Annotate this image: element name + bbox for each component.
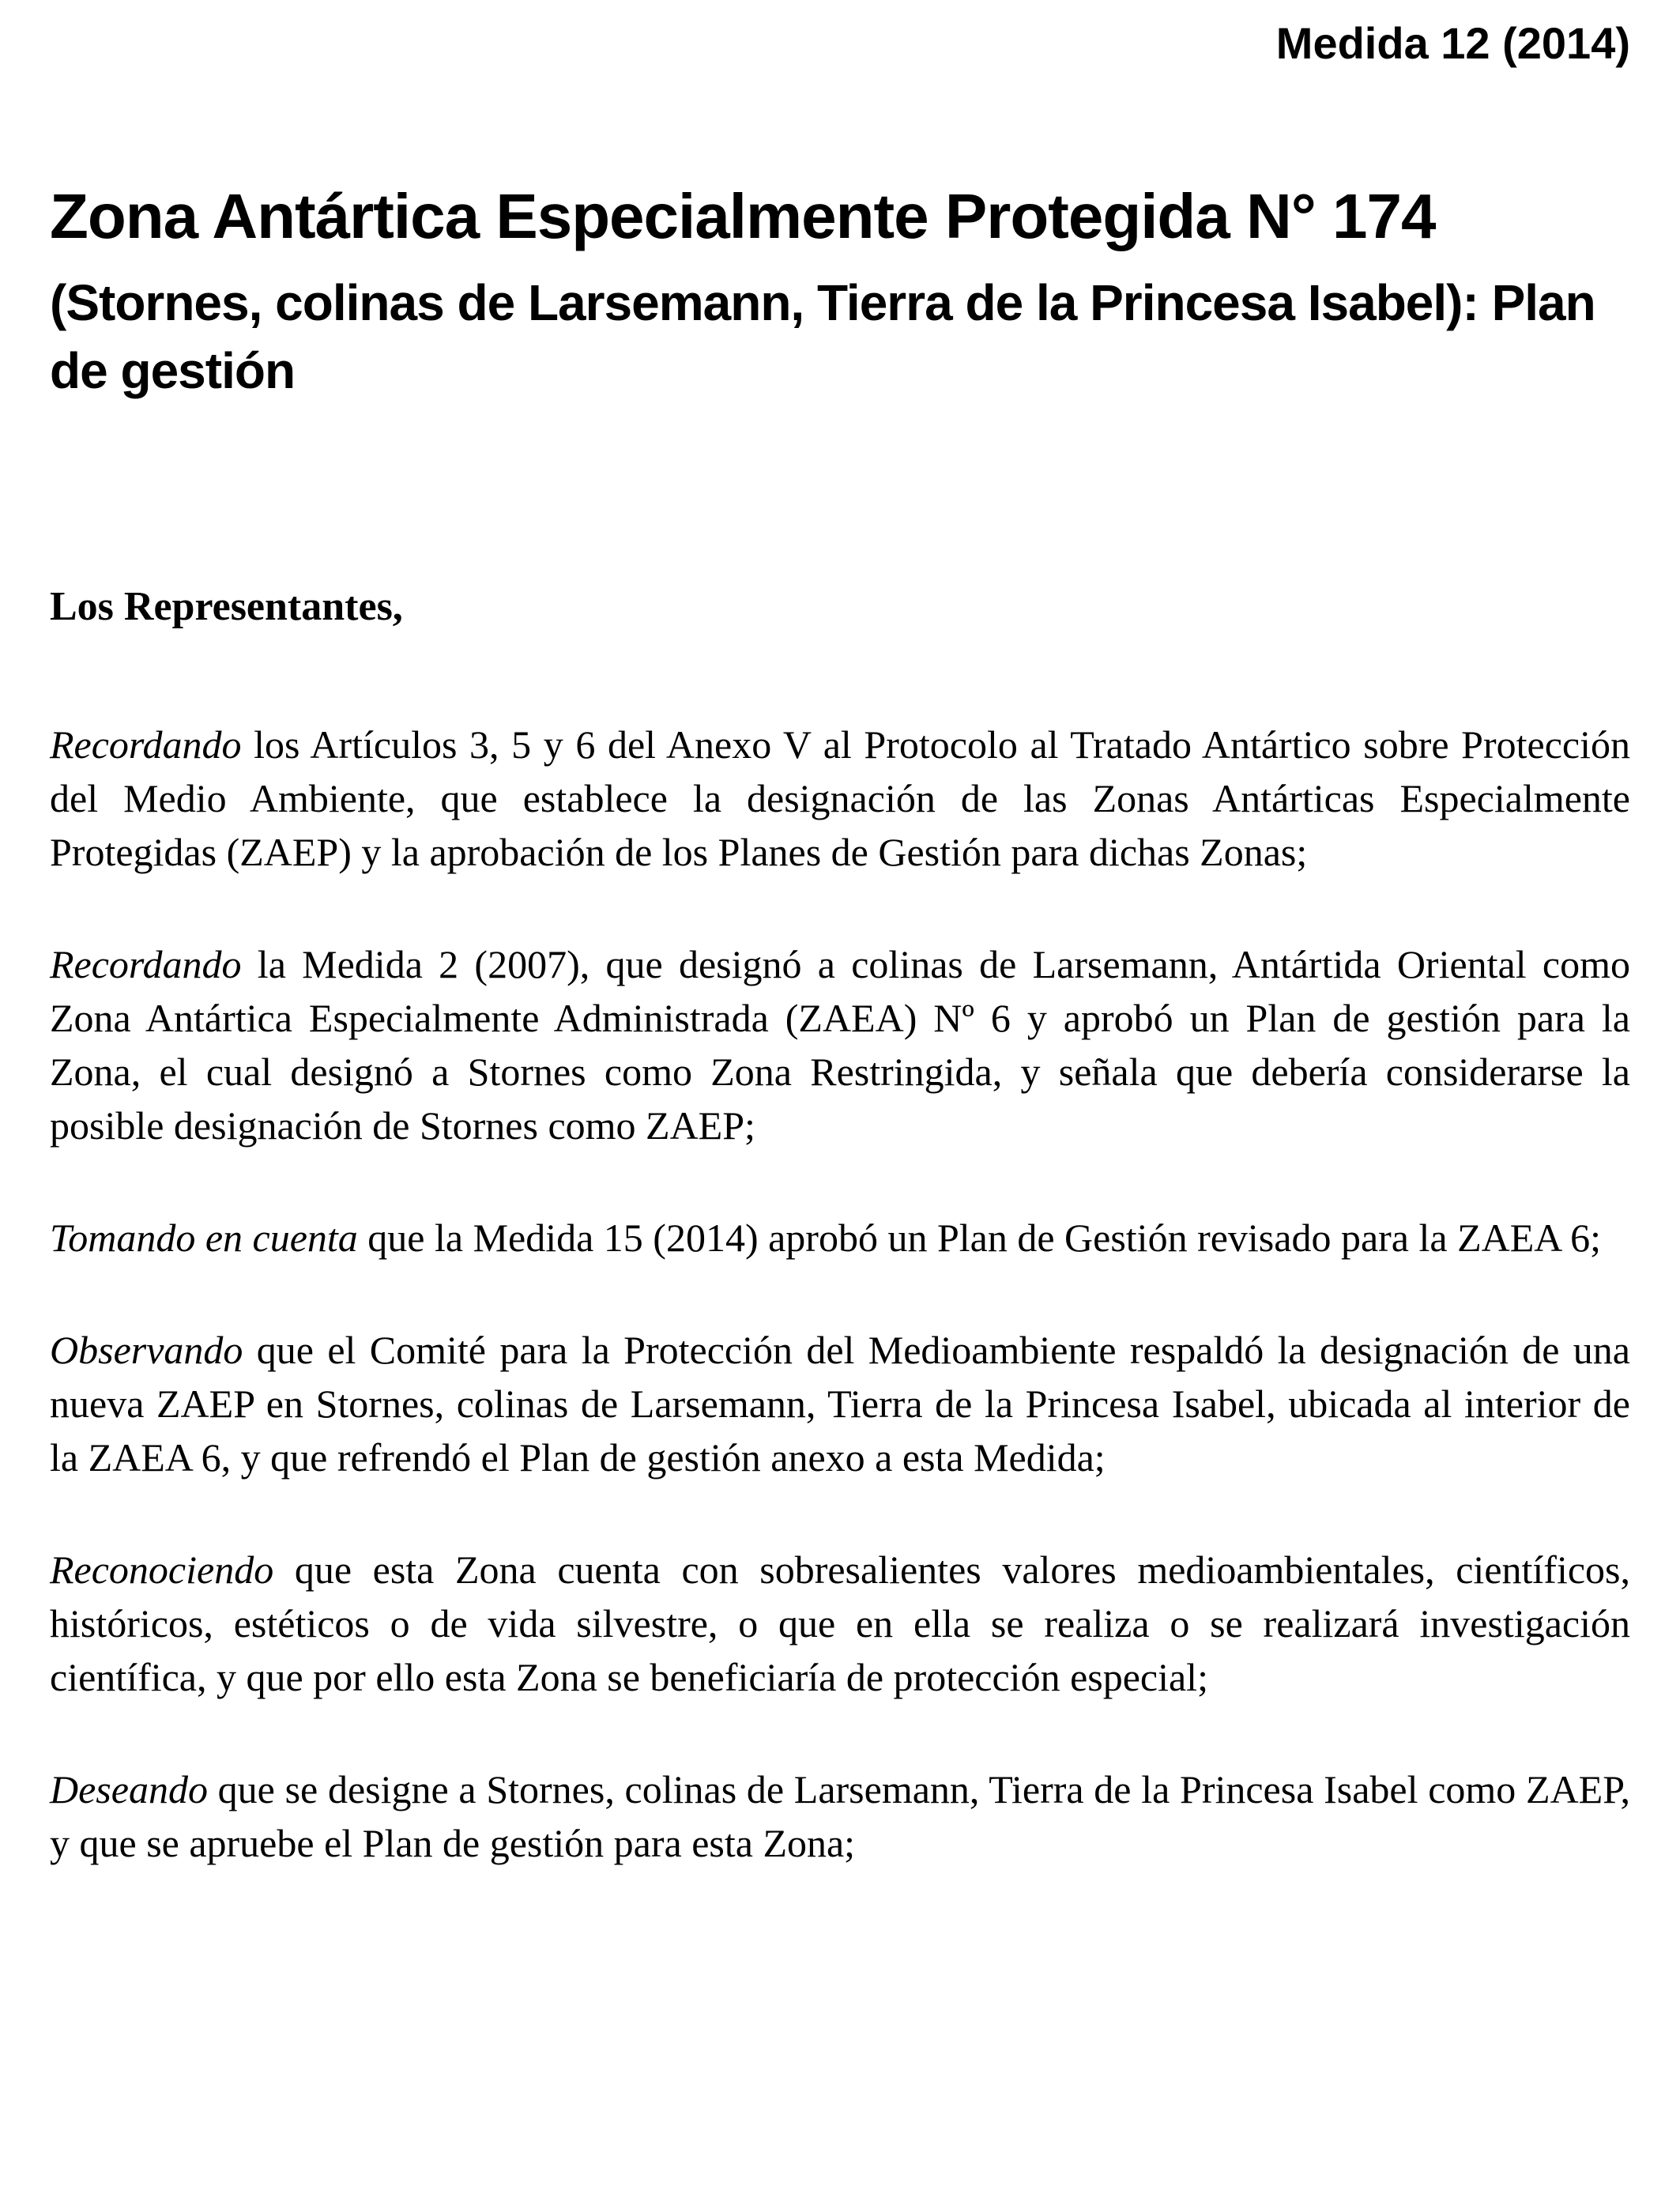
recital-text-3: que la Medida 15 (2014) aprobó un Plan de Gestión revisado para la ZAEA 6; bbox=[357, 1215, 1602, 1260]
recital-text-6: que se designe a Stornes, colinas de Larsemann, Tierra de la Princesa Isabel como ZAEP, y que se apruebe el Plan de gestión para esta Zona; bbox=[50, 1766, 1630, 1865]
recital-lead-3: Tomando en cuenta bbox=[50, 1215, 358, 1260]
recital-paragraph-2 bbox=[50, 937, 1630, 1152]
recital-paragraph-3 bbox=[50, 1211, 1630, 1265]
measure-header: Medida 12 (2014) bbox=[1275, 18, 1630, 68]
recital-paragraph-5 bbox=[50, 1543, 1630, 1704]
recital-paragraph-4 bbox=[50, 1323, 1630, 1484]
document-subtitle: (Stornes, colinas de Larsemann, Tierra de la Princesa Isabel): Plan de gestión bbox=[50, 273, 1595, 399]
recital-paragraph-1 bbox=[50, 718, 1630, 879]
recital-text-2: la Medida 2 (2007), que designó a colinas de Larsemann, Antártida Oriental como Zona Antártica Especialmente Administrada (ZAEA) Nº 6 y aprobó un Plan de gestión para la Zona, el cual designó a Stornes como Zona Restringida, y señala que debería considerarse la posible designación de Stornes como ZAEP; bbox=[50, 941, 1630, 1148]
recital-text-4: que el Comité para la Protección del Medioambiente respaldó la designación de una nueva ZAEP en Stornes, colinas de Larsemann, Tierra de la Princesa Isabel, ubicada al interior de la ZAEA 6, y que refrendó el Plan de gestión anexo a esta Medida; bbox=[50, 1327, 1630, 1480]
recital-lead-2: Recordando bbox=[50, 941, 242, 986]
recital-lead-1: Recordando bbox=[50, 722, 242, 767]
recital-lead-4: Observando bbox=[50, 1327, 243, 1372]
document-title: Zona Antártica Especialmente Protegida N° 174 bbox=[50, 180, 1436, 251]
recital-paragraph-6 bbox=[50, 1762, 1630, 1870]
recital-text-1: los Artículos 3, 5 y 6 del Anexo V al Protocolo al Tratado Antártico sobre Protección del Medio Ambiente, que establece la designación de las Zonas Antárticas Especialmente Protegidas (ZAEP) y la aprobación de los Planes de Gestión para dichas Zonas; bbox=[50, 722, 1630, 874]
recital-lead-5: Reconociendo bbox=[50, 1547, 274, 1592]
salutation: Los Representantes, bbox=[50, 583, 403, 629]
recital-text-5: que esta Zona cuenta con sobresalientes valores medioambientales, científicos, históricos, estéticos o de vida silvestre, o que en ella se realiza o se realizará investigación científica, y que por ello esta Zona se beneficiaría de protección especial; bbox=[50, 1547, 1630, 1699]
recital-lead-6: Deseando bbox=[50, 1766, 208, 1811]
